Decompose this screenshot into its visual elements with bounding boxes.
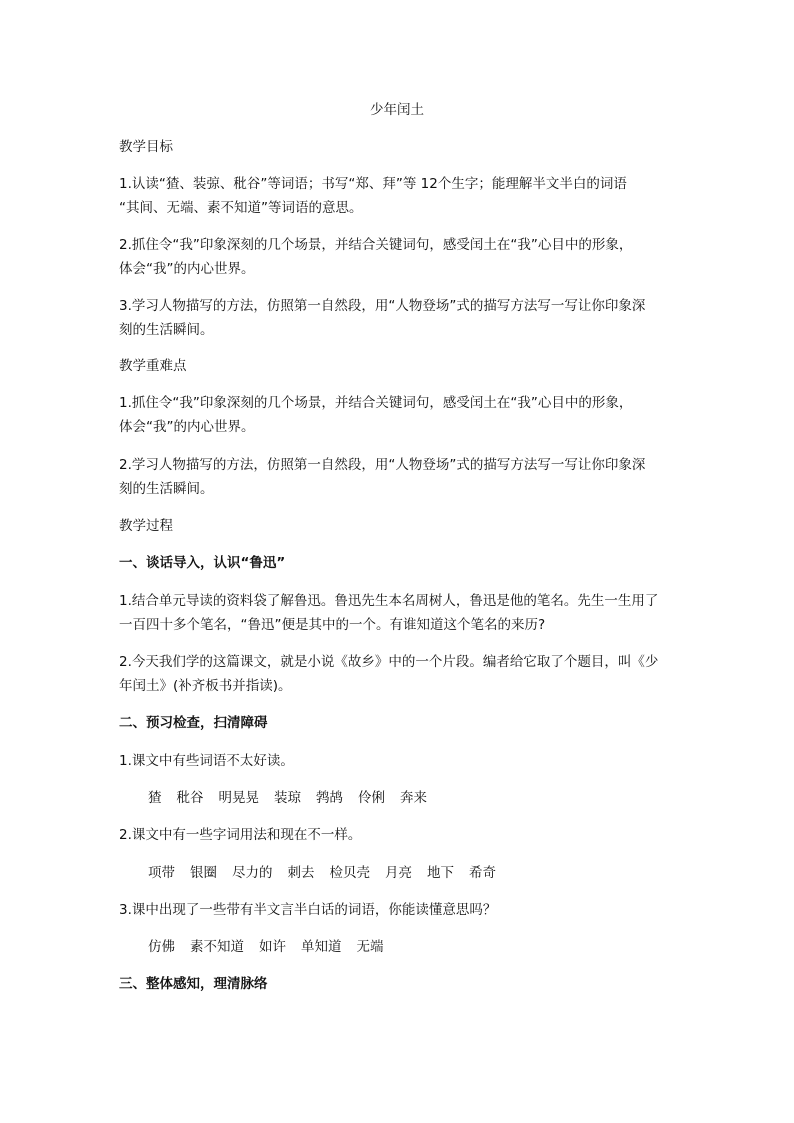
part-1-heading: 一、谈话导入，认识“鲁迅”: [119, 555, 286, 571]
word: 秕谷: [176, 790, 204, 806]
word: 地下: [427, 865, 454, 881]
word: 素不知道: [190, 939, 244, 955]
goal-1-line-1: 1.认读“猹、装弶、秕谷”等词语；书写“郑、拜”等 12个生字；能理解半文半白的词语: [119, 176, 627, 192]
word: 尽力的: [232, 865, 273, 881]
goal-3-line-1: 3.学习人物描写的方法，仿照第一自然段，用“人物登场”式的描写方法写一写让你印象深: [119, 298, 646, 314]
part-2-item-1: 1.课文中有些词语不太好读。: [119, 753, 294, 769]
part-1-item-1-line-2: 一百四十多个笔名，“鲁迅”便是其中的一个。有谁知道这个笔名的来历?: [119, 617, 546, 633]
word: 仿佛: [148, 939, 175, 955]
word: 银圈: [190, 865, 217, 881]
goal-2-line-1: 2.抓住令“我”印象深刻的几个场景，并结合关键词句，感受闰土在“我”心目中的形象，: [119, 237, 633, 253]
goal-3-line-2: 刻的生活瞬间。: [119, 322, 214, 338]
word: 伶俐: [358, 790, 385, 806]
word: 月亮: [385, 865, 412, 881]
word-list-2: [148, 863, 511, 883]
word: 奔来: [400, 790, 427, 806]
part-3-heading: 三、整体感知，理清脉络: [119, 976, 268, 992]
part-1-item-2-line-1: 2.今天我们学的这篇课文，就是小说《故乡》中的一个片段。编者给它取了个题目，叫《少: [119, 654, 659, 670]
page-title: 少年闰土: [370, 102, 424, 118]
process-heading: 教学过程: [119, 518, 173, 534]
key-point-2-line-2: 刻的生活瞬间。: [119, 481, 214, 497]
word: 鹁鸪: [316, 790, 343, 806]
goal-2-line-2: 体会“我”的内心世界。: [119, 261, 255, 277]
word: 如许: [259, 939, 286, 955]
word: 希奇: [469, 865, 496, 881]
word: 刺去: [287, 865, 315, 881]
word: 检贝壳: [329, 865, 370, 881]
word-list-3: [148, 937, 399, 957]
key-point-1-line-1: 1.抓住令“我”印象深刻的几个场景，并结合关键词句，感受闰土在“我”心目中的形象，: [119, 395, 633, 411]
part-1-item-1-line-1: 1.结合单元导读的资料袋了解鲁迅。鲁迅先生本名周树人，鲁迅是他的笔名。先生一生用了: [119, 593, 659, 609]
part-1-item-2-line-2: 年闰土》(补齐板书并指读)。: [119, 678, 292, 694]
word: 明晃晃: [218, 790, 259, 806]
word: 无端: [356, 939, 384, 955]
word: 猹: [148, 790, 162, 806]
key-point-1-line-2: 体会“我”的内心世界。: [119, 419, 255, 435]
word: 单知道: [301, 939, 342, 955]
goal-1-line-2: “其间、无端、素不知道”等词语的意思。: [119, 200, 363, 216]
part-2-item-2: 2.课文中有一些字词用法和现在不一样。: [119, 827, 362, 843]
key-point-2-line-1: 2.学习人物描写的方法，仿照第一自然段，用“人物登场”式的描写方法写一写让你印象深: [119, 457, 646, 473]
part-2-heading: 二、预习检查，扫清障碍: [119, 715, 268, 731]
word-list-1: [148, 788, 442, 808]
key-points-heading: 教学重难点: [119, 358, 187, 374]
word: 项带: [148, 865, 175, 881]
word: 装琼: [274, 790, 301, 806]
part-2-item-3: 3.课中出现了一些带有半文言半白话的词语，你能读懂意思吗？: [119, 902, 497, 918]
goals-heading: 教学目标: [119, 139, 173, 155]
